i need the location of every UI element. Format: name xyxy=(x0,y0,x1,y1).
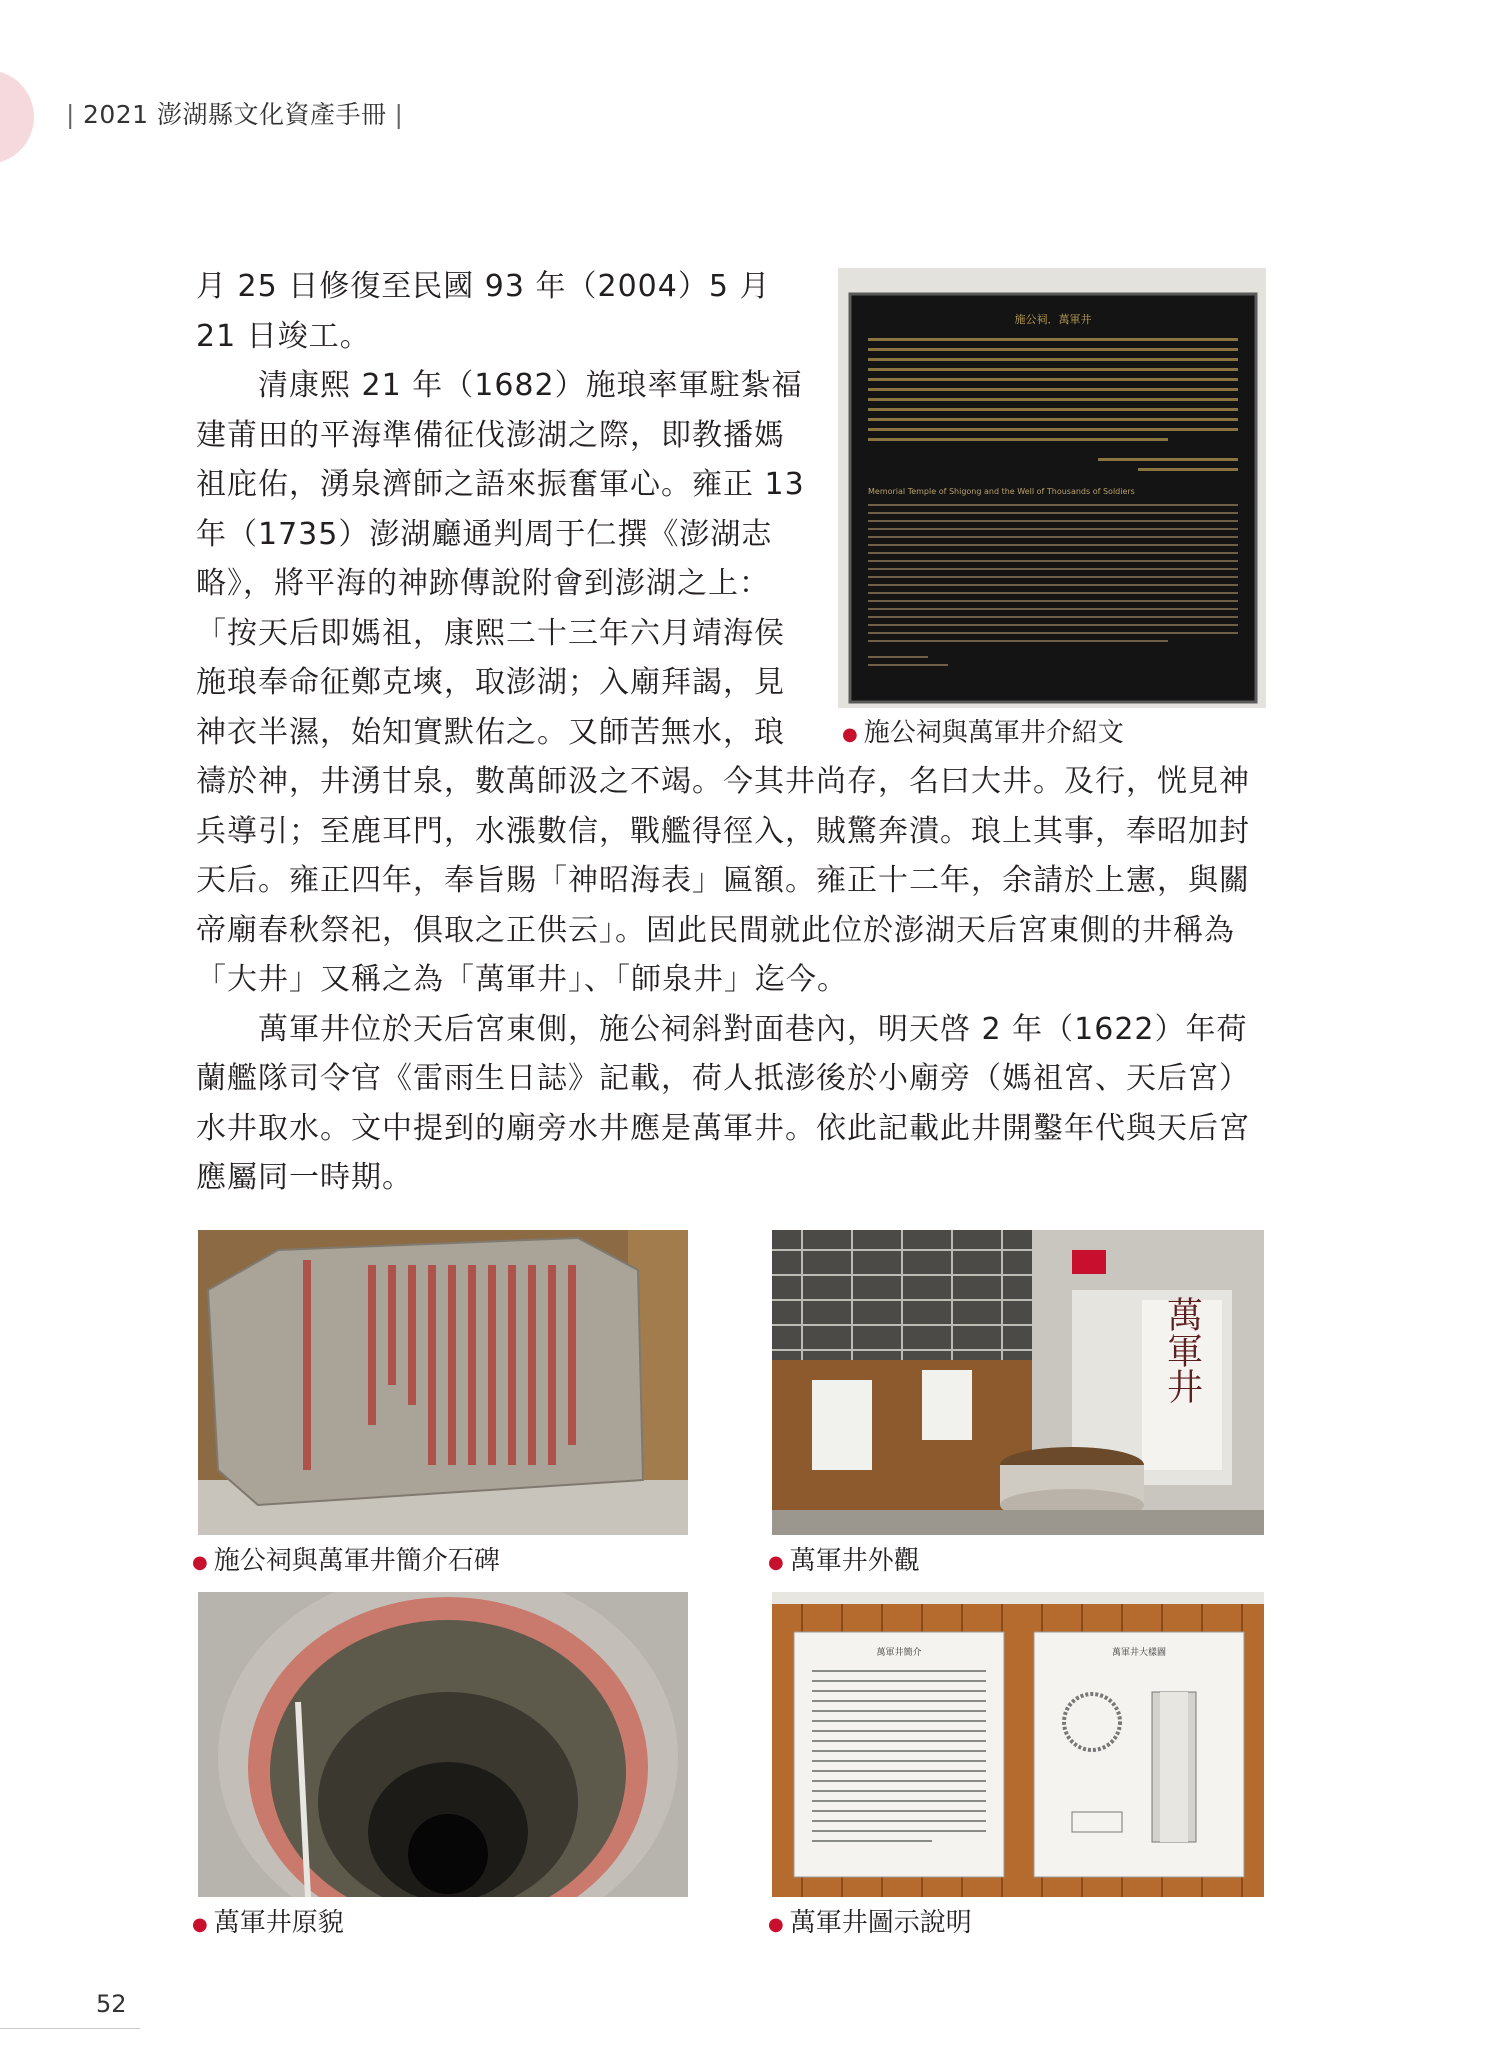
plaque-title-en: Memorial Temple of Shigong and the Well of Thousands of Soldiers xyxy=(868,487,1135,496)
well-interior-photo xyxy=(198,1592,688,1897)
paragraph-2-part-1: 清康熙 21 年（1682）施琅率軍駐紮福建莆田的平海準備征伐澎湖之際，即教播媽祖庇佑，湧泉濟師之語來振奮軍心。雍正 13 年（1735）澎湖廳通判周于仁撰《澎湖志略》，將平海的神跡傳說附會到澎湖之上：「按天后即媽祖，康熙二十三年六月靖海侯施琅奉命征鄭克塽，取澎湖；入廟拜謁，見神衣半濕，始知實默佑之。又師苦無水，琅 xyxy=(196,368,805,750)
page-number-rule xyxy=(0,2028,140,2029)
exterior-caption-text: 萬軍井外觀 xyxy=(789,1546,920,1576)
bullet-icon: ● xyxy=(192,1913,208,1935)
bullet-icon: ● xyxy=(768,1551,784,1573)
bullet-icon: ● xyxy=(768,1913,784,1935)
exterior-photo xyxy=(772,1230,1264,1535)
text-full-width xyxy=(196,757,1266,1203)
diagram-caption xyxy=(768,1902,972,1939)
diagram-illustration xyxy=(772,1592,1264,1897)
diagram-photo xyxy=(772,1592,1264,1897)
well-interior-caption xyxy=(192,1902,344,1939)
plaque-illustration xyxy=(838,268,1266,708)
running-header xyxy=(58,95,411,131)
page-number: 52 xyxy=(96,1990,127,2018)
paragraph-2-part-2: 禱於神，井湧甘泉，數萬師汲之不竭。今其井尚存，名曰大井。及行，恍見神兵導引；至鹿耳門，水漲數信，戰艦得徑入，賊驚奔潰。琅上其事，奉昭加封天后。雍正四年，奉旨賜「神昭海表」匾額。雍正十二年，余請於上憲，與關帝廟春秋祭祀，俱取之正供云」。固此民間就此位於澎湖天后宮東側的井稱為「大井」又稱之為「萬軍井」、「師泉井」迄今。 xyxy=(196,764,1250,997)
stele-caption xyxy=(192,1540,500,1577)
plaque-caption xyxy=(842,712,1124,749)
bullet-icon: ● xyxy=(842,723,858,745)
stele-caption-text: 施公祠與萬軍井簡介石碑 xyxy=(213,1546,500,1576)
exterior-sign-text: 萬軍井 xyxy=(1161,1296,1203,1404)
diagram-board-left-title: 萬軍井簡介 xyxy=(876,1648,922,1658)
paragraph-1: 月 25 日修復至民國 93 年（2004）5 月 21 日竣工。 xyxy=(196,269,771,354)
plaque-photo xyxy=(838,268,1266,708)
exterior-caption xyxy=(768,1540,920,1577)
header-bar-right: | xyxy=(394,100,404,129)
paragraph-3: 萬軍井位於天后宮東側，施公祠斜對面巷內，明天啓 2 年（1622）年荷蘭艦隊司令官《雷雨生日誌》記載，荷人抵澎後於小廟旁（媽祖宮、天后宮）水井取水。文中提到的廟旁水井應是萬軍井。依此記載此井開鑿年代與天后宮應屬同一時期。 xyxy=(196,1011,1250,1195)
plaque-caption-text: 施公祠與萬軍井介紹文 xyxy=(863,718,1124,748)
well-interior-illustration xyxy=(198,1592,688,1897)
stele-photo xyxy=(198,1230,688,1535)
exterior-illustration xyxy=(772,1230,1264,1535)
text-column-upper xyxy=(196,262,806,757)
bullet-icon: ● xyxy=(192,1551,208,1573)
diagram-board-right-title: 萬軍井大樣圖 xyxy=(1111,1648,1167,1658)
plaque-title-zh: 施公祠．萬軍井 xyxy=(1014,313,1092,326)
stele-illustration xyxy=(198,1230,688,1535)
diagram-caption-text: 萬軍井圖示說明 xyxy=(789,1908,972,1938)
page-tab-decoration xyxy=(0,70,34,164)
header-bar-left: | xyxy=(66,100,75,129)
well-interior-caption-text: 萬軍井原貌 xyxy=(213,1908,344,1938)
header-title: 2021 澎湖縣文化資產手冊 xyxy=(82,100,387,129)
